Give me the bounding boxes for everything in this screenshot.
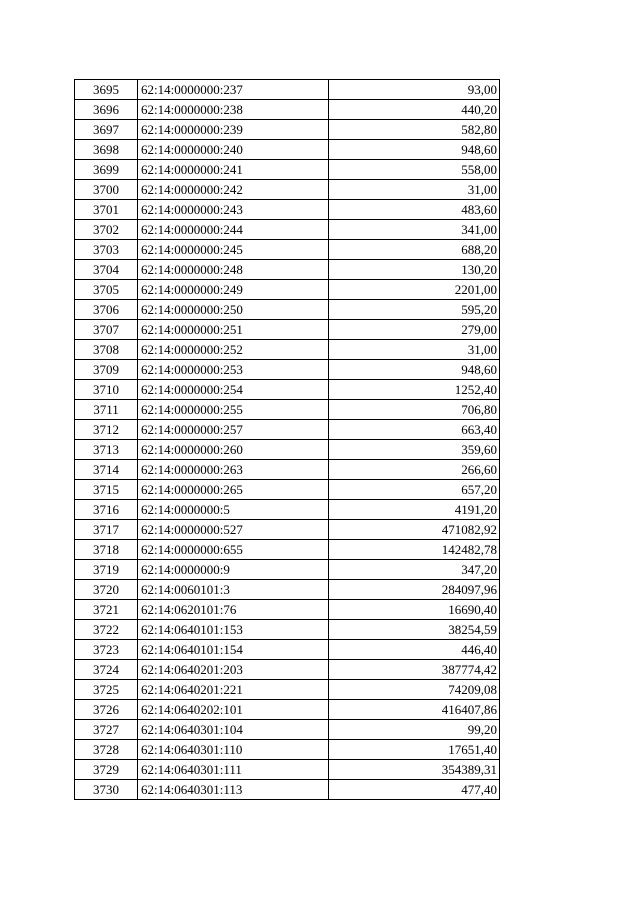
value-cell: 595,20 xyxy=(329,300,500,320)
value-cell: 341,00 xyxy=(329,220,500,240)
value-cell: 130,20 xyxy=(329,260,500,280)
value-cell: 38254,59 xyxy=(329,620,500,640)
row-number-cell: 3714 xyxy=(75,460,138,480)
value-cell: 440,20 xyxy=(329,100,500,120)
cadastral-number-cell: 62:14:0000000:527 xyxy=(138,520,329,540)
row-number-cell: 3716 xyxy=(75,500,138,520)
row-number-cell: 3722 xyxy=(75,620,138,640)
table-row xyxy=(75,480,500,500)
table-row xyxy=(75,340,500,360)
table-row xyxy=(75,660,500,680)
value-cell: 74209,08 xyxy=(329,680,500,700)
row-number-cell: 3709 xyxy=(75,360,138,380)
value-cell: 688,20 xyxy=(329,240,500,260)
table-row xyxy=(75,460,500,480)
cadastral-number-cell: 62:14:0000000:655 xyxy=(138,540,329,560)
cadastral-number-cell: 62:14:0000000:249 xyxy=(138,280,329,300)
table-row xyxy=(75,400,500,420)
value-cell: 558,00 xyxy=(329,160,500,180)
row-number-cell: 3699 xyxy=(75,160,138,180)
row-number-cell: 3712 xyxy=(75,420,138,440)
row-number-cell: 3708 xyxy=(75,340,138,360)
value-cell: 387774,42 xyxy=(329,660,500,680)
value-cell: 2201,00 xyxy=(329,280,500,300)
row-number-cell: 3725 xyxy=(75,680,138,700)
row-number-cell: 3696 xyxy=(75,100,138,120)
row-number-cell: 3713 xyxy=(75,440,138,460)
table-row xyxy=(75,100,500,120)
cadastral-number-cell: 62:14:0000000:241 xyxy=(138,160,329,180)
value-cell: 1252,40 xyxy=(329,380,500,400)
table-row xyxy=(75,580,500,600)
row-number-cell: 3729 xyxy=(75,760,138,780)
row-number-cell: 3697 xyxy=(75,120,138,140)
cadastral-number-cell: 62:14:0060101:3 xyxy=(138,580,329,600)
row-number-cell: 3701 xyxy=(75,200,138,220)
row-number-cell: 3715 xyxy=(75,480,138,500)
table-row xyxy=(75,440,500,460)
cadastral-number-cell: 62:14:0640301:111 xyxy=(138,760,329,780)
row-number-cell: 3695 xyxy=(75,80,138,100)
cadastral-number-cell: 62:14:0000000:9 xyxy=(138,560,329,580)
table-row xyxy=(75,300,500,320)
row-number-cell: 3719 xyxy=(75,560,138,580)
cadastral-number-cell: 62:14:0000000:243 xyxy=(138,200,329,220)
cadastral-number-cell: 62:14:0620101:76 xyxy=(138,600,329,620)
row-number-cell: 3700 xyxy=(75,180,138,200)
table-row xyxy=(75,380,500,400)
table-row xyxy=(75,220,500,240)
value-cell: 93,00 xyxy=(329,80,500,100)
table-row xyxy=(75,560,500,580)
value-cell: 471082,92 xyxy=(329,520,500,540)
value-cell: 31,00 xyxy=(329,340,500,360)
cadastral-number-cell: 62:14:0000000:255 xyxy=(138,400,329,420)
cadastral-number-cell: 62:14:0000000:5 xyxy=(138,500,329,520)
row-number-cell: 3718 xyxy=(75,540,138,560)
table-row xyxy=(75,360,500,380)
value-cell: 284097,96 xyxy=(329,580,500,600)
row-number-cell: 3727 xyxy=(75,720,138,740)
cadastral-number-cell: 62:14:0000000:252 xyxy=(138,340,329,360)
table-row xyxy=(75,760,500,780)
table-row xyxy=(75,120,500,140)
row-number-cell: 3728 xyxy=(75,740,138,760)
value-cell: 359,60 xyxy=(329,440,500,460)
value-cell: 706,80 xyxy=(329,400,500,420)
cadastral-number-cell: 62:14:0000000:242 xyxy=(138,180,329,200)
row-number-cell: 3707 xyxy=(75,320,138,340)
cadastral-number-cell: 62:14:0640101:153 xyxy=(138,620,329,640)
cadastral-number-cell: 62:14:0000000:245 xyxy=(138,240,329,260)
value-cell: 446,40 xyxy=(329,640,500,660)
table-row xyxy=(75,280,500,300)
value-cell: 142482,78 xyxy=(329,540,500,560)
value-cell: 279,00 xyxy=(329,320,500,340)
row-number-cell: 3726 xyxy=(75,700,138,720)
value-cell: 948,60 xyxy=(329,360,500,380)
row-number-cell: 3706 xyxy=(75,300,138,320)
table-row xyxy=(75,520,500,540)
table-row xyxy=(75,320,500,340)
row-number-cell: 3711 xyxy=(75,400,138,420)
row-number-cell: 3698 xyxy=(75,140,138,160)
table-row xyxy=(75,240,500,260)
row-number-cell: 3723 xyxy=(75,640,138,660)
table-body xyxy=(75,80,500,800)
cadastral-number-cell: 62:14:0000000:238 xyxy=(138,100,329,120)
value-cell: 948,60 xyxy=(329,140,500,160)
row-number-cell: 3702 xyxy=(75,220,138,240)
row-number-cell: 3710 xyxy=(75,380,138,400)
cadastral-number-cell: 62:14:0000000:257 xyxy=(138,420,329,440)
row-number-cell: 3721 xyxy=(75,600,138,620)
value-cell: 663,40 xyxy=(329,420,500,440)
row-number-cell: 3717 xyxy=(75,520,138,540)
row-number-cell: 3724 xyxy=(75,660,138,680)
value-cell: 17651,40 xyxy=(329,740,500,760)
table-row xyxy=(75,620,500,640)
value-cell: 31,00 xyxy=(329,180,500,200)
row-number-cell: 3705 xyxy=(75,280,138,300)
cadastral-number-cell: 62:14:0000000:239 xyxy=(138,120,329,140)
cadastral-number-cell: 62:14:0640201:221 xyxy=(138,680,329,700)
cadastral-number-cell: 62:14:0640101:154 xyxy=(138,640,329,660)
cadastral-number-cell: 62:14:0000000:254 xyxy=(138,380,329,400)
value-cell: 266,60 xyxy=(329,460,500,480)
table-row xyxy=(75,140,500,160)
cadastral-number-cell: 62:14:0000000:244 xyxy=(138,220,329,240)
row-number-cell: 3720 xyxy=(75,580,138,600)
cadastral-number-cell: 62:14:0640301:110 xyxy=(138,740,329,760)
value-cell: 16690,40 xyxy=(329,600,500,620)
table-row xyxy=(75,260,500,280)
table-row xyxy=(75,680,500,700)
value-cell: 99,20 xyxy=(329,720,500,740)
cadastral-number-cell: 62:14:0640301:113 xyxy=(138,780,329,800)
cadastral-number-cell: 62:14:0000000:237 xyxy=(138,80,329,100)
table-row xyxy=(75,500,500,520)
table-row xyxy=(75,720,500,740)
cadastral-number-cell: 62:14:0000000:250 xyxy=(138,300,329,320)
table-row xyxy=(75,740,500,760)
table-row xyxy=(75,80,500,100)
row-number-cell: 3703 xyxy=(75,240,138,260)
value-cell: 582,80 xyxy=(329,120,500,140)
value-cell: 416407,86 xyxy=(329,700,500,720)
cadastral-number-cell: 62:14:0640202:101 xyxy=(138,700,329,720)
row-number-cell: 3730 xyxy=(75,780,138,800)
value-cell: 657,20 xyxy=(329,480,500,500)
table-row xyxy=(75,420,500,440)
value-cell: 354389,31 xyxy=(329,760,500,780)
cadastral-number-cell: 62:14:0000000:253 xyxy=(138,360,329,380)
cadastral-number-cell: 62:14:0640201:203 xyxy=(138,660,329,680)
table-row xyxy=(75,600,500,620)
cadastral-number-cell: 62:14:0000000:263 xyxy=(138,460,329,480)
value-cell: 347,20 xyxy=(329,560,500,580)
cadastral-number-cell: 62:14:0000000:260 xyxy=(138,440,329,460)
table-row xyxy=(75,200,500,220)
value-cell: 477,40 xyxy=(329,780,500,800)
cadastral-number-cell: 62:14:0000000:248 xyxy=(138,260,329,280)
cadastral-number-cell: 62:14:0000000:251 xyxy=(138,320,329,340)
table-row xyxy=(75,700,500,720)
table-row xyxy=(75,180,500,200)
table-row xyxy=(75,640,500,660)
cadastral-number-cell: 62:14:0000000:265 xyxy=(138,480,329,500)
data-table xyxy=(74,79,500,800)
row-number-cell: 3704 xyxy=(75,260,138,280)
value-cell: 4191,20 xyxy=(329,500,500,520)
table-row xyxy=(75,160,500,180)
table-row xyxy=(75,540,500,560)
value-cell: 483,60 xyxy=(329,200,500,220)
cadastral-number-cell: 62:14:0000000:240 xyxy=(138,140,329,160)
cadastral-number-cell: 62:14:0640301:104 xyxy=(138,720,329,740)
table-row xyxy=(75,780,500,800)
